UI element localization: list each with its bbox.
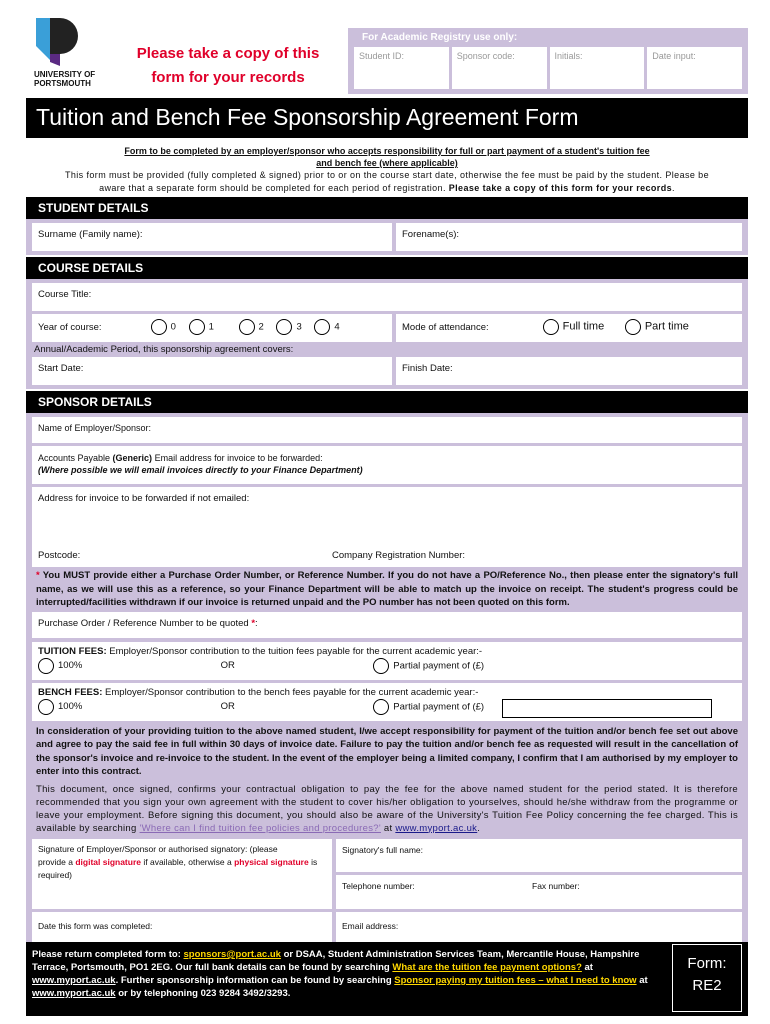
contract-text: This document, once signed, confirms your contractual obligation to pay the fee for the above named student for the period stated. It is therefore recommended that you sign your own agreement with the student to cover his/her obligation to yourselves, should he/she withdraw from the programme or leave your employment. Before signing this document, you should also be aware of the University's Tuition Fee Policy concerning the fee charged. This is available by searching 'Where can I find tuition fee policies and procedures?' at www.myport.ac.uk.	[36, 783, 738, 834]
part-time-radio[interactable]	[625, 319, 641, 335]
start-date-field[interactable]: Start Date:	[32, 357, 392, 385]
footer	[26, 942, 748, 1016]
student-id-field[interactable]: Student ID:	[354, 47, 449, 89]
signatory-name-field[interactable]: Signatory's full name:	[336, 839, 742, 872]
sponsorship-form	[26, 140, 748, 946]
sponsor-info-link[interactable]: Sponsor paying my tuition fees – what I need to know	[394, 975, 637, 986]
employer-name-field[interactable]: Name of Employer/Sponsor:	[32, 417, 742, 443]
email-address-field[interactable]: Email address:	[336, 912, 742, 942]
full-time-radio[interactable]	[543, 319, 559, 335]
telephone-field[interactable]: Telephone number:	[342, 880, 415, 891]
sponsors-email-link[interactable]: sponsors@port.ac.uk	[183, 949, 281, 960]
po-reference-field[interactable]: Purchase Order / Reference Number to be quoted *:	[32, 612, 742, 638]
forename-field[interactable]: Forename(s):	[396, 223, 742, 251]
sponsor-code-field[interactable]: Sponsor code:	[452, 47, 547, 89]
student-details-header: STUDENT DETAILS	[26, 197, 748, 219]
po-notice: * You MUST provide either a Purchase Order Number, or Reference Number. If you do not have a PO/Reference No., then please enter the signatory's full name, as we will use this as a reference, so your Finance Department will be able to match up the invoice on receipt. The student's progress could be interrupted/facilities withdrawn if our invoice is returned unpaid and the PO number has not been quoted on this form.	[36, 570, 738, 608]
date-input-field[interactable]: Date input:	[647, 47, 742, 89]
completion-date-field[interactable]: Date this form was completed:	[32, 912, 332, 942]
copy-note: Please take a copy of this form for your records	[136, 45, 320, 86]
sponsor-details-section	[26, 413, 748, 946]
student-details-section	[26, 219, 748, 255]
finish-date-field[interactable]: Finish Date:	[396, 357, 742, 385]
bench-partial-radio[interactable]	[373, 699, 389, 715]
tuition-partial-radio[interactable]	[373, 658, 389, 674]
bench-fees-box: BENCH FEES: Employer/Sponsor contribution to the bench fees payable for the current academic year:- 100% OR Partial payment of (£)	[32, 683, 742, 721]
form-code-box: Form: RE2	[672, 944, 742, 1012]
year-3-radio[interactable]	[276, 319, 292, 335]
company-registration-label: Company Registration Number:	[332, 550, 466, 561]
intro-text: This form must be provided (fully completed & signed) prior to or on the course start date, otherwise the fee must be paid by the student. Please be aware that a separate form should be completed for each period of registration. Please take a copy of this form for your records.	[64, 170, 709, 193]
registry-title: For Academic Registry use only:	[362, 32, 518, 43]
period-label: Annual/Academic Period, this sponsorship agreement covers:	[34, 344, 294, 355]
year-2-radio[interactable]	[239, 319, 255, 335]
bench-100-radio[interactable]	[38, 699, 54, 715]
year-of-course: Year of course: 0 1 2 3 4	[32, 314, 392, 342]
academic-registry-box	[348, 28, 748, 94]
tuition-policy-link[interactable]: 'Where can I find tuition fee policies and procedures?'	[139, 822, 381, 834]
sponsor-details-header: SPONSOR DETAILS	[26, 391, 748, 413]
accounts-payable-email-field[interactable]: Accounts Payable (Generic) Email address for invoice to be forwarded: (Where possible we will email invoices directly to your Finance Department)	[32, 446, 742, 484]
footer-text: Please return completed form to: sponsors@port.ac.uk or DSAA, Student Administration Services Team, Mercantile House, Hampshire Terrace, Portsmouth, PO1 2EG. Our full bank details can be found by searching What are the tuition fee payment options? at www.myport.ac.uk. Further sponsorship information can be found by searching Sponsor paying my tuition fees – what I need to know at www.myport.ac.uk or by telephoning 023 9284 3492/3293.	[32, 949, 648, 999]
logo-text: UNIVERSITY OF PORTSMOUTH	[34, 70, 96, 88]
year-1-radio[interactable]	[189, 319, 205, 335]
tuition-fees-box: TUITION FEES: Employer/Sponsor contribution to the tuition fees payable for the current academic year:- 100% OR Partial payment of (£)	[32, 642, 742, 680]
year-0-radio[interactable]	[151, 319, 167, 335]
myport-footer-link-1[interactable]: www.myport.ac.uk	[32, 975, 116, 986]
tuition-100-radio[interactable]	[38, 658, 54, 674]
contact-numbers-row	[336, 875, 742, 909]
page-title: Tuition and Bench Fee Sponsorship Agreement Form	[26, 98, 748, 138]
signature-field[interactable]: Signature of Employer/Sponsor or authorised signatory: (please provide a digital signature if available, otherwise a physical signature is required)	[32, 839, 332, 909]
course-details-section	[26, 279, 748, 389]
year-4-radio[interactable]	[314, 319, 330, 335]
agreement-text: In consideration of your providing tuition to the above named student, I/we accept responsibility for payment of the tuition and/or bench fee set out above and agree to pay the said fee in full within 30 days of invoice date. Failure to pay the tuition and/or bench fee as requested will result in the cancellation of the sponsor's invoice and re-invoice to the student. In the event of the employer being a limited company, I confirm that I am authorised by my employer to enter into this contract.	[36, 725, 738, 777]
myport-link[interactable]: www.myport.ac.uk	[395, 822, 478, 834]
intro-heading: Form to be completed by an employer/sponsor who accepts responsibility for full or part payment of a student's tuition fee and bench fee (where applicable)	[124, 146, 650, 168]
surname-field[interactable]: Surname (Family name):	[32, 223, 392, 251]
payment-options-link[interactable]: What are the tuition fee payment options?	[392, 962, 582, 973]
initials-field[interactable]: Initials:	[550, 47, 645, 89]
invoice-address-field[interactable]: Address for invoice to be forwarded if not emailed: Postcode: Company Registration Number:	[32, 487, 742, 567]
mode-of-attendance: Mode of attendance: Full time Part time	[396, 314, 742, 342]
fax-field[interactable]: Fax number:	[532, 880, 580, 891]
course-details-header: COURSE DETAILS	[26, 257, 748, 279]
course-title-field[interactable]: Course Title:	[32, 283, 742, 311]
bench-partial-amount-input[interactable]	[502, 699, 712, 718]
myport-footer-link-2[interactable]: www.myport.ac.uk	[32, 988, 116, 999]
postcode-label: Postcode:	[38, 550, 81, 561]
